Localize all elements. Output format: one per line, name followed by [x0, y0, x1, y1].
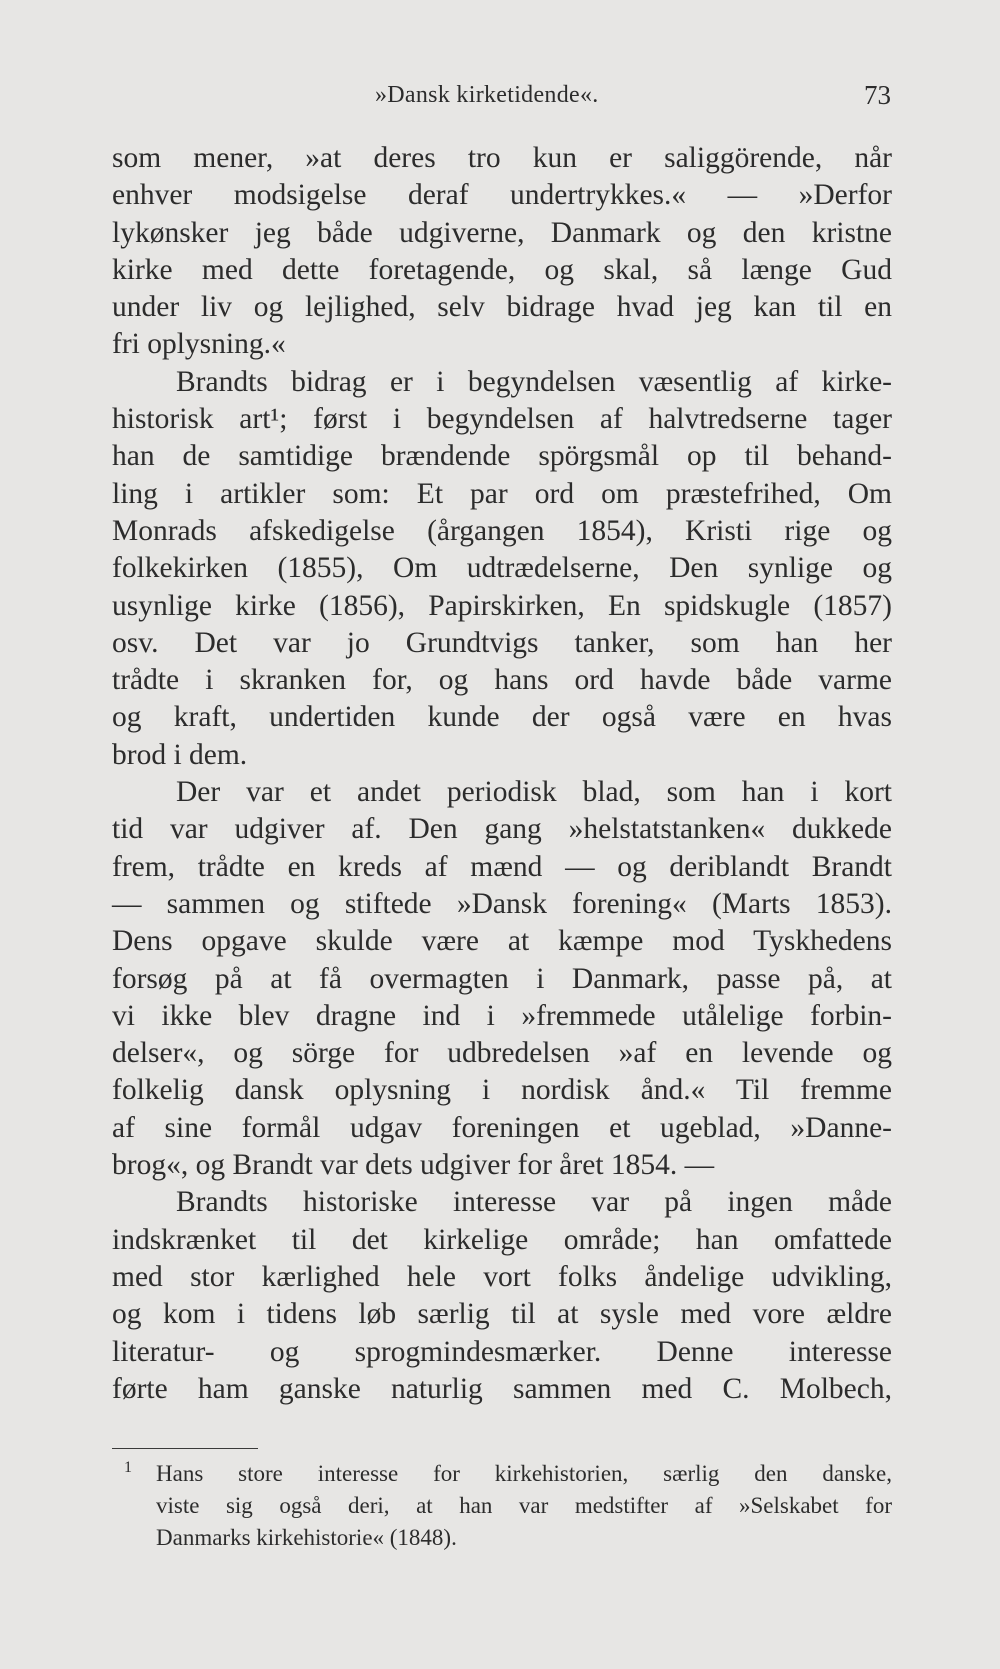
text-line: frem, trådte en kreds af mænd — og deriblandt Brandt [112, 850, 892, 883]
text-line: enhver modsigelse deraf undertrykkes.« — »Derfor [112, 179, 892, 212]
footnote-line: viste sig også deri, at han var medstifter af »Selskabet for [156, 1493, 892, 1518]
text-line: historisk art¹; først i begyndelsen af halvtredserne tager [112, 403, 892, 436]
text-line: af sine formål udgav foreningen et ugeblad, »Danne- [112, 1111, 892, 1144]
text-line: Brandts bidrag er i begyndelsen væsentlig af kirke- [176, 365, 892, 398]
text-line: Monrads afskedigelse (årgangen 1854), Kristi rige og [112, 514, 892, 547]
text-line: trådte i skranken for, og hans ord havde både varme [112, 664, 892, 697]
running-header: »Dansk kirketidende«. [375, 82, 599, 108]
text-line: brod i dem. [112, 738, 248, 771]
text-line: — sammen og stiftede »Dansk forening« (Marts 1853). [112, 887, 892, 920]
text-line: Dens opgave skulde være at kæmpe mod Tyskhedens [112, 925, 892, 958]
text-line: forsøg på at få overmagten i Danmark, passe på, at [112, 962, 892, 995]
text-line: usynlige kirke (1856), Papirskirken, En spidskugle (1857) [112, 589, 892, 622]
text-line: med stor kærlighed hele vort folks åndelige udvikling, [112, 1260, 892, 1293]
page-number: 73 [864, 80, 891, 110]
text-line: vi ikke blev dragne ind i »fremmede utålelige forbin- [112, 999, 892, 1032]
footnote-line [124, 1458, 892, 1490]
footnote-divider [112, 1448, 258, 1449]
body-text [112, 140, 892, 1408]
text-line: brog«, og Brandt var dets udgiver for året 1854. — [112, 1149, 715, 1182]
footnote-text: Hans store interesse for kirkehistorien, særlig den danske, [156, 1461, 892, 1486]
text-line: kirke med dette foretagende, og skal, så længe Gud [112, 253, 892, 286]
text-line: han de samtidige brændende spörgsmål op til behand- [112, 440, 892, 473]
text-line: førte ham ganske naturlig sammen med C. Molbech, [112, 1372, 892, 1405]
text-line: som mener, »at deres tro kun er saliggörende, når [112, 142, 892, 174]
text-line: folkelig dansk oplysning i nordisk ånd.« Til fremme [112, 1074, 892, 1107]
text-line: ling i artikler som: Et par ord om præstefrihed, Om [112, 477, 892, 510]
text-line: under liv og lejlighed, selv bidrage hvad jeg kan til en [112, 291, 892, 324]
text-line: delser«, og sörge for udbredelsen »af en levende og [112, 1037, 892, 1070]
text-line: og kraft, undertiden kunde der også være en hvas [112, 701, 892, 734]
text-line: folkekirken (1855), Om udtrædelserne, Den synlige og [112, 552, 892, 585]
footnote [124, 1458, 892, 1554]
text-line: Der var et andet periodisk blad, som han i kort [176, 776, 892, 809]
text-line: osv. Det var jo Grundtvigs tanker, som han her [112, 626, 892, 659]
text-line: fri oplysning.« [112, 328, 286, 361]
footnote-line: Danmarks kirkehistorie« (1848). [156, 1525, 457, 1550]
text-line: og kom i tidens løb særlig til at sysle med vore ældre [112, 1298, 892, 1331]
text-line: literatur- og sprogmindesmærker. Denne interesse [112, 1335, 892, 1368]
text-line: lykønsker jeg både udgiverne, Danmark og den kristne [112, 216, 892, 249]
footnote-marker: 1 [124, 1459, 132, 1476]
text-line: tid var udgiver af. Den gang »helstatstanken« dukkede [112, 813, 892, 846]
text-line: Brandts historiske interesse var på ingen måde [176, 1186, 892, 1219]
text-line: indskrænket til det kirkelige område; han omfattede [112, 1223, 892, 1256]
